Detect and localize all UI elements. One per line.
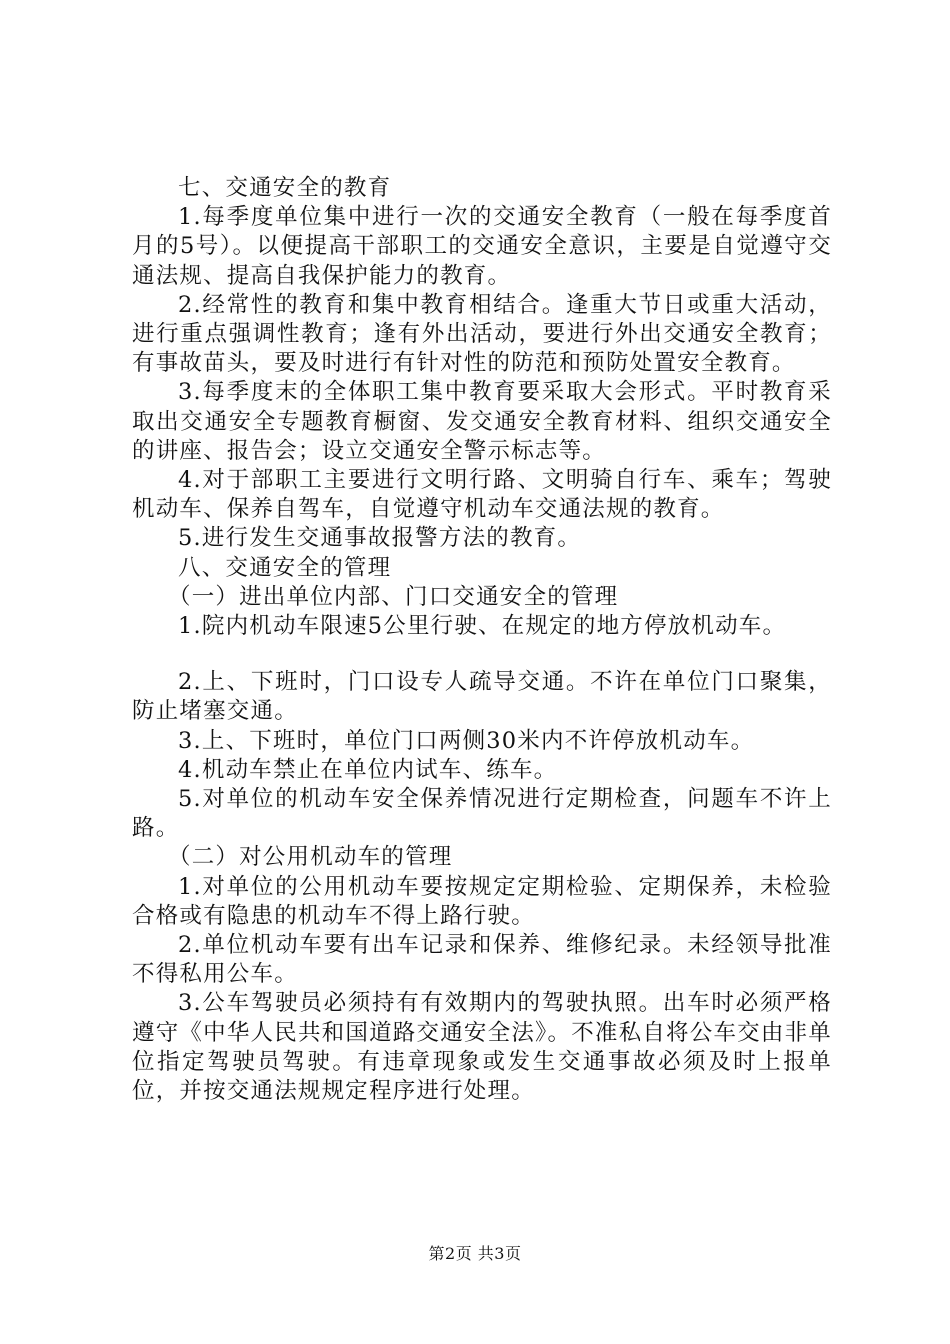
paragraph: 5.对单位的机动车安全保养情况进行定期检查，问题车不许上路。: [132, 786, 832, 842]
section-heading-education: 七、交通安全的教育: [178, 175, 392, 201]
blank-line: [132, 641, 832, 668]
paragraph: 1.每季度单位集中进行一次的交通安全教育（一般在每季度首月的5号）。以便提高干部职工的交通安全意识，主要是自觉遵守交通法规、提高自我保护能力的教育。: [132, 204, 832, 289]
paragraph: 3.公车驾驶员必须持有有效期内的驾驶执照。出车时必须严格遵守《中华人民共和国道路交通安全法》。不准私自将公车交由非单位指定驾驶员驾驶。有违章现象或发生交通事故必须及时上报单位，并按交通法规规定程序进行处理。: [132, 990, 832, 1105]
section-heading-management: 八、交通安全的管理: [178, 554, 392, 581]
paragraph: 5.进行发生交通事故报警方法的教育。: [178, 525, 582, 552]
paragraph: 2.上、下班时，门口设专人疏导交通。不许在单位门口聚集，防止堵塞交通。: [132, 669, 832, 725]
paragraph: 4.机动车禁止在单位内试车、练车。: [178, 756, 558, 783]
paragraph: 2.单位机动车要有出车记录和保养、维修纪录。未经领导批准不得私用公车。: [132, 932, 832, 988]
document-body: [132, 174, 832, 1106]
paragraph: 1.院内机动车限速5公里行驶、在规定的地方停放机动车。: [178, 613, 787, 640]
subsection-heading-gate: （一）进出单位内部、门口交通安全的管理: [168, 583, 619, 610]
paragraph: 1.对单位的公用机动车要按规定定期检验、定期保养，未检验合格或有隐患的机动车不得上路行驶。: [132, 873, 832, 929]
paragraph: 4.对于部职工主要进行文明行路、文明骑自行车、乘车；驾驶机动车、保养自驾车，自觉遵守机动车交通法规的教育。: [132, 467, 832, 523]
paragraph: 2.经常性的教育和集中教育相结合。逢重大节日或重大活动，进行重点强调性教育；逢有外出活动，要进行外出交通安全教育；有事故苗头，要及时进行有针对性的防范和预防处置安全教育。: [132, 291, 832, 377]
paragraph: 3.上、下班时，单位门口两侧30米内不许停放机动车。: [178, 727, 755, 754]
subsection-heading-public-vehicles: （二）对公用机动车的管理: [168, 844, 453, 871]
page-number-footer: 第2页 共3页: [428, 1244, 522, 1263]
paragraph: 3.每季度末的全体职工集中教育要采取大会形式。平时教育采取出交通安全专题教育橱窗、发交通安全教育材料、组织交通安全的讲座、报告会；设立交通安全警示标志等。: [132, 379, 832, 464]
